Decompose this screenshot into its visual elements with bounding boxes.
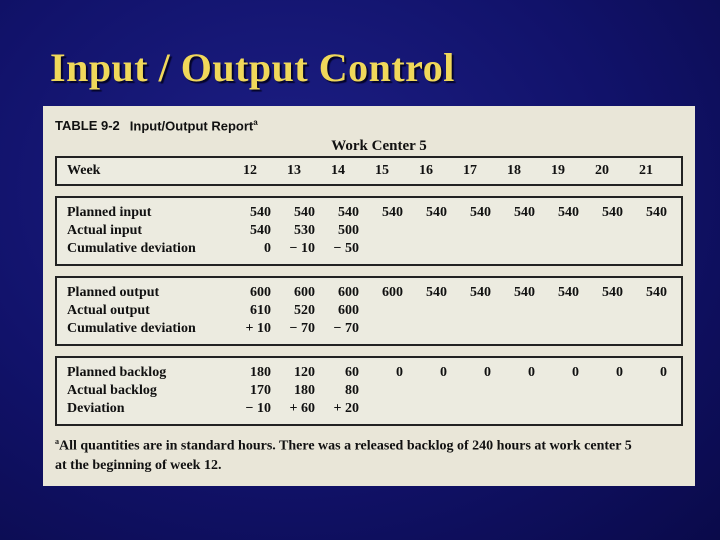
row-label: Cumulative deviation [67, 321, 196, 336]
table-cell: 540 [602, 285, 623, 300]
table-cell: 540 [426, 285, 447, 300]
week-header-block [55, 156, 683, 186]
backlog-block [55, 356, 683, 426]
slide-title: Input / Output Control [50, 45, 455, 90]
table-cell [537, 320, 581, 338]
table-cell: 540 [646, 205, 667, 220]
table-cell: 540 [338, 205, 359, 220]
table-cell: 0 [440, 365, 447, 380]
table-cell: 0 [396, 365, 403, 380]
table-cell [537, 400, 581, 418]
table-cell [405, 382, 449, 400]
table-footnote [55, 432, 683, 475]
table-cell [361, 320, 405, 338]
table-cell [449, 240, 493, 258]
table-row [57, 302, 681, 320]
io-report-table-image [43, 106, 695, 486]
table-cell [625, 400, 669, 418]
table-cell [625, 222, 669, 240]
table-row [57, 284, 681, 302]
table-cell: − 70 [289, 321, 315, 336]
table-cell: 0 [264, 241, 271, 256]
table-cell: 500 [338, 223, 359, 238]
table-row [57, 204, 681, 222]
table-cell: 180 [294, 383, 315, 398]
table-cell: 540 [382, 205, 403, 220]
table-cell [361, 382, 405, 400]
table-cell: 120 [294, 365, 315, 380]
footnote-line-1: All quantities are in standard hours. There was a released backlog of 240 hours at work center 5 [59, 438, 632, 454]
table-cell [537, 222, 581, 240]
table-cell: 600 [382, 285, 403, 300]
table-cell: 540 [250, 205, 271, 220]
table-cell: 600 [338, 303, 359, 318]
week-header-cell: 12 [243, 163, 257, 178]
table-cell [581, 382, 625, 400]
table-cell [625, 302, 669, 320]
table-cell [449, 320, 493, 338]
table-row [57, 364, 681, 382]
week-header-row [57, 158, 681, 184]
table-cell: 0 [528, 365, 535, 380]
row-label: Actual backlog [67, 383, 157, 398]
row-label: Cumulative deviation [67, 241, 196, 256]
table-row [57, 400, 681, 418]
table-cell: 540 [470, 285, 491, 300]
table-cell: 540 [514, 205, 535, 220]
table-cell: 0 [484, 365, 491, 380]
week-header-cell: 18 [507, 163, 521, 178]
table-cell: − 10 [289, 241, 315, 256]
table-cell [361, 400, 405, 418]
footnote-line-2: at the beginning of week 12. [55, 457, 222, 473]
table-cell: 540 [250, 223, 271, 238]
table-cell: 540 [646, 285, 667, 300]
table-caption-number: TABLE 9-2 [55, 118, 120, 134]
week-header-cell: 15 [375, 163, 389, 178]
week-header-cell: 13 [287, 163, 301, 178]
table-cell [537, 240, 581, 258]
table-cell [449, 222, 493, 240]
row-label: Deviation [67, 401, 125, 416]
table-cell: − 70 [333, 321, 359, 336]
table-caption [55, 118, 683, 138]
week-header-cell: 21 [639, 163, 653, 178]
table-cell: 600 [294, 285, 315, 300]
week-header-cell: 14 [331, 163, 345, 178]
table-cell: 540 [426, 205, 447, 220]
row-label: Planned input [67, 205, 152, 220]
week-header-cell: 19 [551, 163, 565, 178]
work-center-title: Work Center 5 [331, 138, 427, 154]
table-cell: 540 [602, 205, 623, 220]
output-block [55, 276, 683, 346]
table-cell [493, 320, 537, 338]
table-cell: + 20 [333, 401, 359, 416]
table-cell [493, 302, 537, 320]
table-cell: 600 [338, 285, 359, 300]
week-label: Week [67, 163, 101, 178]
table-cell [581, 302, 625, 320]
table-cell [537, 302, 581, 320]
table-cell [361, 240, 405, 258]
table-cell [537, 382, 581, 400]
table-cell [581, 240, 625, 258]
table-cell [405, 222, 449, 240]
table-cell [493, 400, 537, 418]
table-cell [361, 302, 405, 320]
row-label: Actual input [67, 223, 143, 238]
week-header-cell: 17 [463, 163, 477, 178]
table-cell [625, 382, 669, 400]
table-row [57, 240, 681, 258]
table-cell [449, 382, 493, 400]
table-cell: − 50 [333, 241, 359, 256]
table-cell: 170 [250, 383, 271, 398]
table-cell: 0 [616, 365, 623, 380]
table-cell: + 10 [245, 321, 271, 336]
table-cell [449, 400, 493, 418]
table-cell [493, 222, 537, 240]
table-row [57, 382, 681, 400]
table-cell [405, 400, 449, 418]
table-row [57, 320, 681, 338]
table-cell [493, 382, 537, 400]
table-cell [625, 240, 669, 258]
table-cell [361, 222, 405, 240]
table-cell [581, 222, 625, 240]
table-cell: 540 [558, 285, 579, 300]
input-block [55, 196, 683, 266]
table-row [57, 222, 681, 240]
table-cell: 180 [250, 365, 271, 380]
table-cell: 80 [345, 383, 359, 398]
row-label: Actual output [67, 303, 150, 318]
table-cell: 0 [572, 365, 579, 380]
table-caption-marker: a [253, 118, 258, 127]
table-cell: 520 [294, 303, 315, 318]
table-cell: 60 [345, 365, 359, 380]
week-header-cell: 20 [595, 163, 609, 178]
table-cell [581, 400, 625, 418]
table-cell: 0 [660, 365, 667, 380]
week-header-cell: 16 [419, 163, 433, 178]
table-cell: 540 [294, 205, 315, 220]
row-label: Planned output [67, 285, 160, 300]
table-cell [625, 320, 669, 338]
table-cell [405, 240, 449, 258]
table-cell: 600 [250, 285, 271, 300]
table-cell [449, 302, 493, 320]
table-cell: 540 [514, 285, 535, 300]
table-cell: 540 [558, 205, 579, 220]
table-cell: 610 [250, 303, 271, 318]
row-label: Planned backlog [67, 365, 167, 380]
table-caption-text: Input/Output Report [129, 118, 254, 134]
table-cell [581, 320, 625, 338]
footnote-marker: a [55, 437, 59, 446]
table-cell: 530 [294, 223, 315, 238]
table-cell: + 60 [289, 401, 315, 416]
table-cell [493, 240, 537, 258]
table-cell: − 10 [245, 401, 271, 416]
table-cell: 540 [470, 205, 491, 220]
table-cell [405, 302, 449, 320]
table-cell [405, 320, 449, 338]
